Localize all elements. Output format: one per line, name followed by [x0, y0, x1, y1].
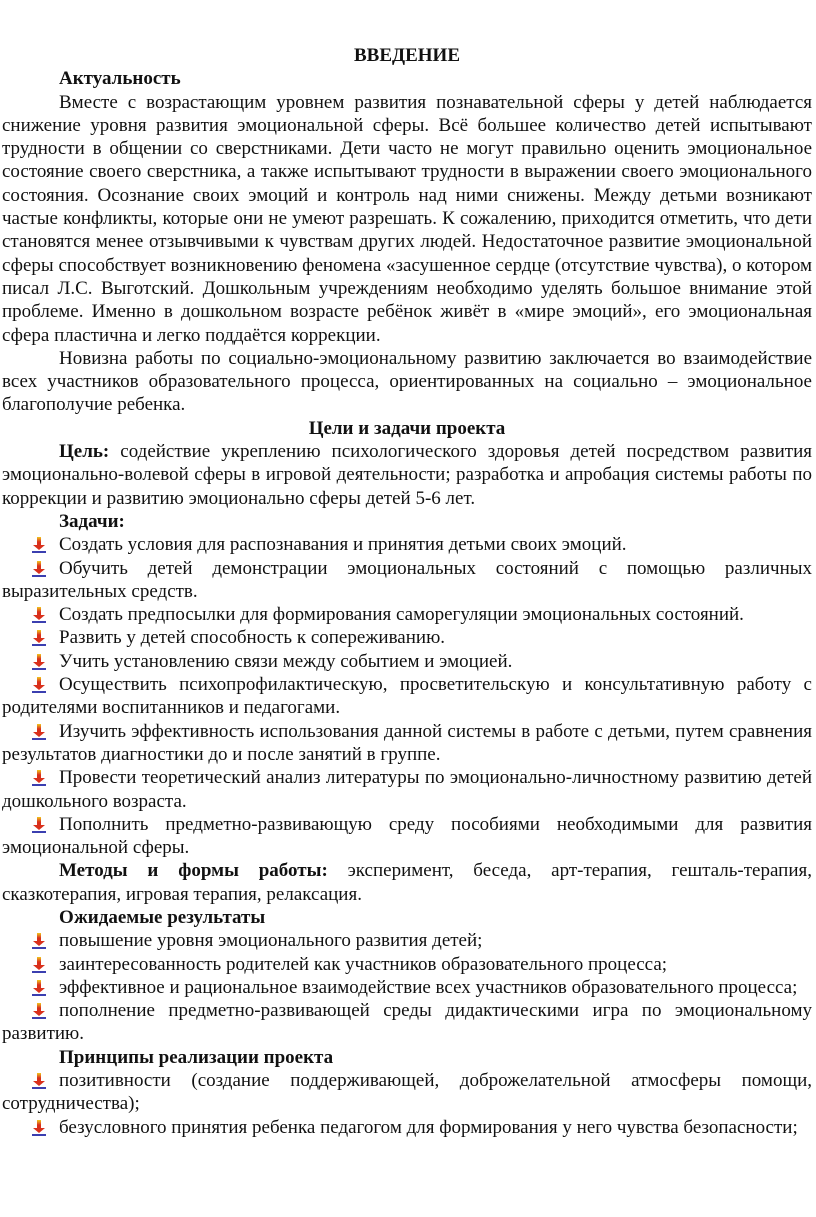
- task-item: [2, 720, 812, 767]
- arrow-down-bullet-icon: [32, 724, 46, 740]
- arrow-down-bullet-icon: [32, 980, 46, 996]
- principle-item: [2, 1116, 812, 1139]
- novelty-paragraph: Новизна работы по социально-эмоциональному развитию заключается во взаимодействие всех участников образовательного процесса, ориентированных на социально – эмоциональное благополучие ребенка.: [2, 347, 812, 416]
- arrow-down-bullet-icon: [32, 1003, 46, 1019]
- arrow-down-bullet-icon: [32, 933, 46, 949]
- principle-item: [2, 1069, 812, 1116]
- goal-text: содействие укреплению психологического здоровья детей посредством развития эмоционально-волевой сферы в игровой деятельности; разработка и апробация системы работы по коррекции и развитию эмоционально сферы детей 5-6 лет.: [2, 441, 812, 509]
- principle-item-text: безусловного принятия ребенка педагогом для формирования у него чувства безопасности;: [59, 1116, 798, 1138]
- task-item: [2, 766, 812, 813]
- task-item-text: Развить у детей способность к сопереживанию.: [59, 627, 446, 649]
- tasks-list: [2, 533, 812, 859]
- arrow-down-bullet-icon: [32, 1073, 46, 1089]
- arrow-down-bullet-icon: [32, 654, 46, 670]
- task-item: [2, 626, 812, 649]
- result-item-text: пополнение предметно-развивающей среды дидактическими игра по эмоциональному развитию.: [2, 1000, 812, 1045]
- task-item: [2, 533, 812, 556]
- task-item-text: Обучить детей демонстрации эмоциональных состояний с помощью различных выразительных средств.: [2, 557, 812, 602]
- arrow-down-bullet-icon: [32, 1120, 46, 1136]
- task-item-text: Осуществить психопрофилактическую, просветительскую и консультативную работу с родителями воспитанников и педагогами.: [2, 674, 812, 719]
- result-item: [2, 929, 812, 952]
- task-item-text: Учить установлению связи между событием и эмоцией.: [59, 650, 513, 672]
- result-item-text: заинтересованность родителей как участников образовательного процесса;: [59, 953, 668, 975]
- task-item: [2, 813, 812, 860]
- task-item: [2, 557, 812, 604]
- results-heading: Ожидаемые результаты: [59, 906, 266, 928]
- goals-heading: Цели и задачи проекта: [308, 417, 506, 439]
- task-item-text: Пополнить предметно-развивающую среду пособиями необходимыми для развития эмоциональной сферы.: [2, 813, 812, 859]
- result-item-text: эффективное и рациональное взаимодействие всех участников образовательного процесса;: [59, 976, 798, 998]
- methods-text: эксперимент, беседа, арт-терапия, гешталь-терапия, сказкотерапия, игровая терапия, релаксация.: [2, 860, 813, 905]
- arrow-down-bullet-icon: [32, 561, 46, 577]
- principle-item-text: позитивности (создание поддерживающей, доброжелательной атмосферы помощи, сотрудничества);: [2, 1070, 812, 1115]
- principles-heading: Принципы реализации проекта: [59, 1046, 334, 1068]
- task-item-text: Создать условия для распознавания и принятия детьми своих эмоций.: [59, 534, 627, 556]
- arrow-down-bullet-icon: [32, 817, 46, 833]
- result-item: [2, 953, 812, 976]
- task-item-text: Создать предпосылки для формирования саморегуляции эмоциональных состояний.: [59, 604, 744, 626]
- task-item: [2, 673, 812, 720]
- tasks-heading: Задачи:: [59, 510, 125, 532]
- task-item-text: Провести теоретический анализ литературы по эмоционально-личностному развитию детей дошкольного возраста.: [2, 767, 812, 812]
- methods-label: Методы и формы работы:: [59, 860, 328, 882]
- result-item-text: повышение уровня эмоционального развития детей;: [59, 930, 483, 952]
- task-item: [2, 650, 812, 673]
- principles-list: [2, 1069, 812, 1139]
- document-page: [0, 44, 816, 1139]
- result-item: [2, 999, 812, 1046]
- relevance-paragraph: Вместе с возрастающим уровнем развития познавательной сферы у детей наблюдается снижение уровня развития эмоциональной сферы. Всё большее количество детей испытывают трудности в общении со сверстниками. Дети часто не могут правильно оценить эмоциональное состояние своего сверстника, а также испытывают трудности в выражении своего эмоционального состояния. Осознание своих эмоций и контроль над ними снижены. Между детьми возникают частые конфликты, которые они не умеют разрешать. К сожалению, приходится отметить, что дети становятся менее отзывчивыми к чувствам других людей. Недостаточное развитие эмоциональной сферы способствует возникновению феномена «засушенное сердце (отсутствие чувства), о котором писал Л.С. Выготский. Дошкольным учреждениям необходимо уделять большое внимание этой проблеме. Именно в дошкольном возрасте ребёнок живёт в «мире эмоций», его эмоциональная сфера пластична и легко поддаётся коррекции.: [2, 91, 812, 346]
- document-title: ВВЕДЕНИЕ: [354, 45, 460, 66]
- arrow-down-bullet-icon: [32, 630, 46, 646]
- methods-paragraph: [2, 859, 812, 906]
- arrow-down-bullet-icon: [32, 677, 46, 693]
- arrow-down-bullet-icon: [32, 537, 46, 553]
- relevance-heading: Актуальность: [59, 68, 181, 90]
- goal-label: Цель:: [59, 441, 110, 463]
- arrow-down-bullet-icon: [32, 957, 46, 973]
- task-item-text: Изучить эффективность использования данной системы в работе с детьми, путем сравнения результатов диагностики до и после занятий в группе.: [2, 720, 812, 765]
- goal-paragraph: [2, 440, 812, 510]
- arrow-down-bullet-icon: [32, 607, 46, 623]
- results-list: [2, 929, 812, 1045]
- task-item: [2, 603, 812, 626]
- result-item: [2, 976, 812, 999]
- arrow-down-bullet-icon: [32, 770, 46, 786]
